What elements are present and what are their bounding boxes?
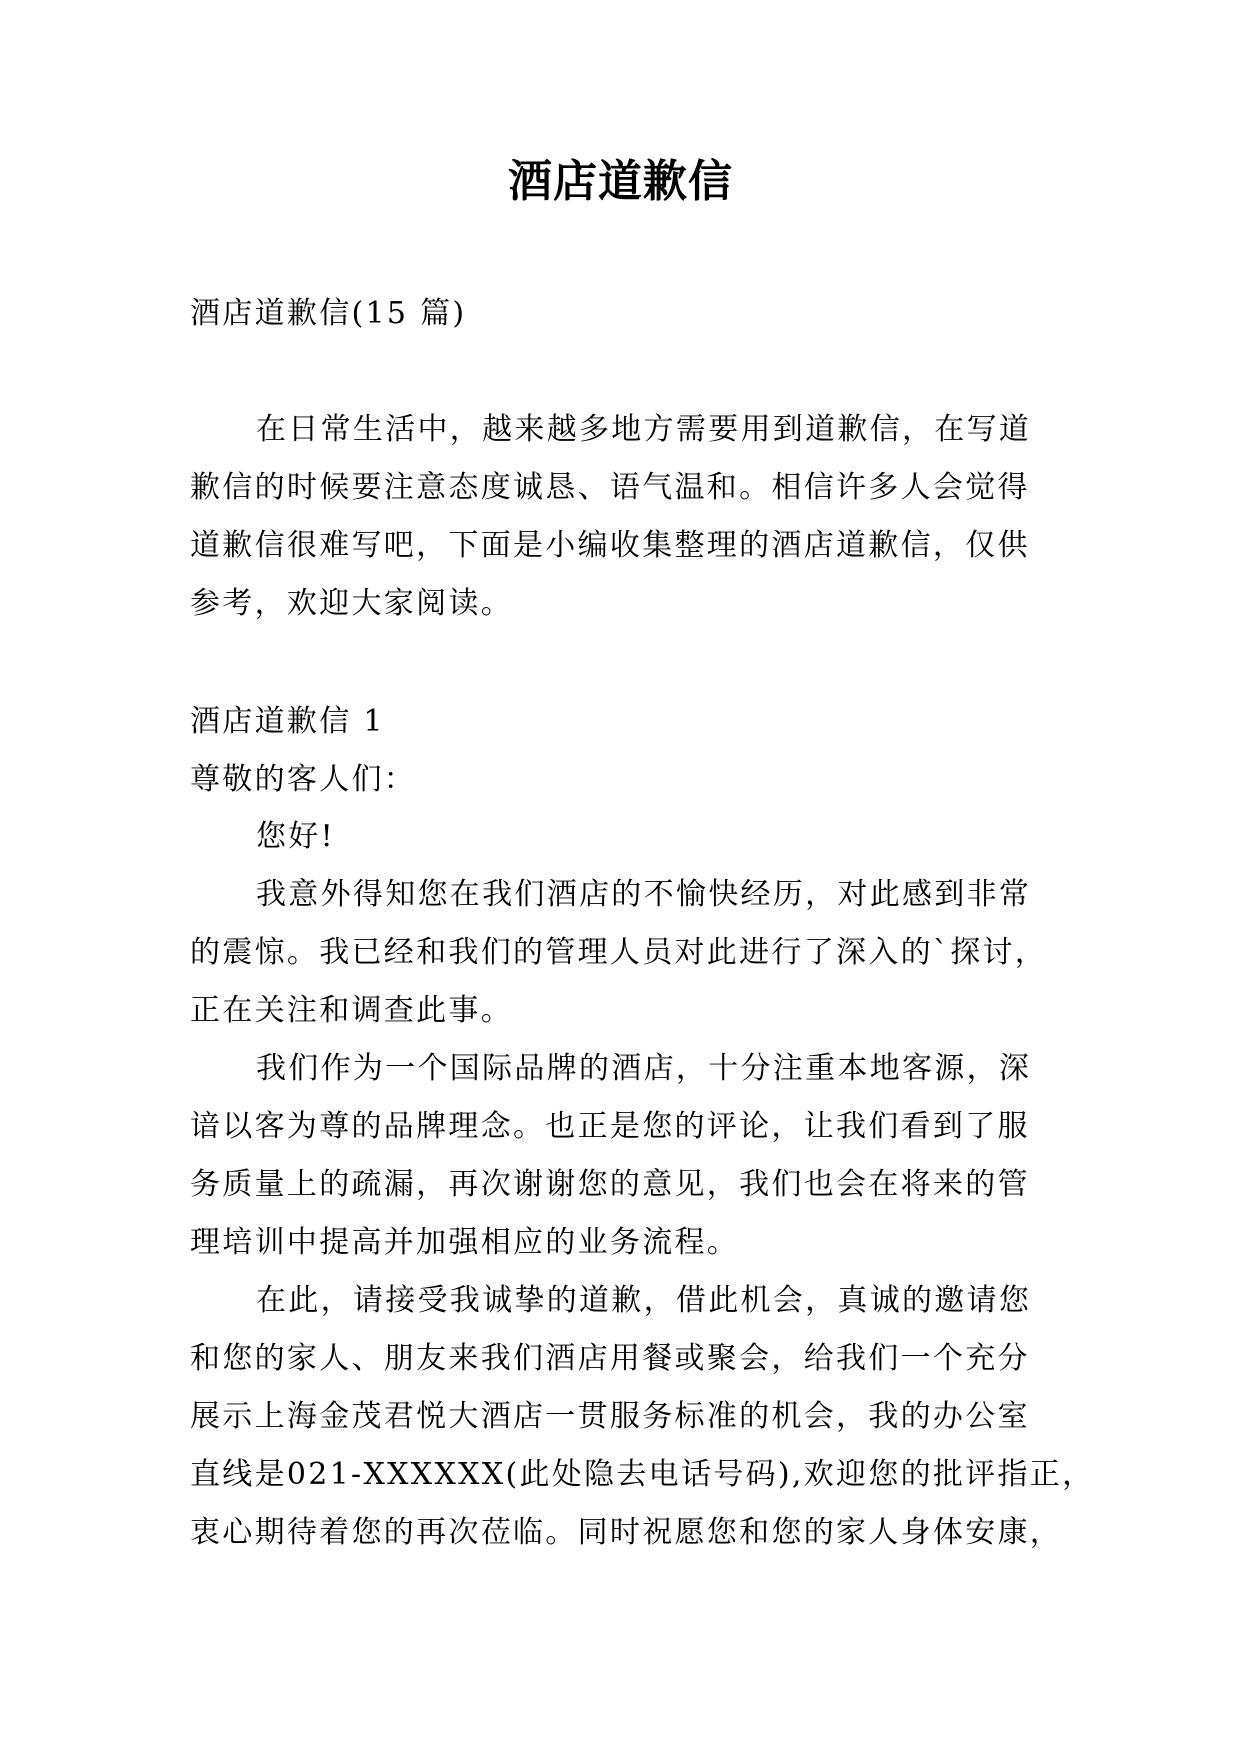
para3-line-5: 衷心期待着您的再次莅临。同时祝愿您和您的家人身体安康， [190,1515,1063,1550]
para3-line-1: 在此，请接受我诚挚的道歉，借此机会，真诚的邀请您 [256,1283,1032,1318]
letter-greeting: 您好! [256,819,335,854]
para2-line-2: 谙以客为尊的品牌理念。也正是您的评论，让我们看到了服 [190,1109,1030,1144]
para3-line-3: 展示上海金茂君悦大酒店一贯服务标准的机会，我的办公室 [190,1399,1030,1434]
intro-line-1: 在日常生活中，越来越多地方需要用到道歉信，在写道 [256,412,1032,447]
para1-line-3: 正在关注和调查此事。 [190,993,513,1028]
document-subtitle: 酒店道歉信(15 篇) [190,296,467,331]
para1-line-1: 我意外得知您在我们酒店的不愉快经历，对此感到非常 [256,877,1032,912]
intro-line-2: 歉信的时候要注意态度诚恳、语气温和。相信许多人会觉得 [190,470,1030,505]
para3-line-4: 直线是021-XXXXXX(此处隐去电话号码),欢迎您的批评指正， [190,1457,1095,1492]
intro-line-4: 参考，欢迎大家阅读。 [190,586,513,621]
document-title: 酒店道歉信 [508,156,733,207]
para3-line-2: 和您的家人、朋友来我们酒店用餐或聚会，给我们一个充分 [190,1341,1030,1376]
intro-line-3: 道歉信很难写吧，下面是小编收集整理的酒店道歉信，仅供 [190,528,1030,563]
para1-line-2: 的震惊。我已经和我们的管理人员对此进行了深入的`探讨， [190,935,1048,970]
para2-line-1: 我们作为一个国际品牌的酒店，十分注重本地客源，深 [256,1051,1032,1086]
para2-line-4: 理培训中提高并加强相应的业务流程。 [190,1225,740,1260]
para2-line-3: 务质量上的疏漏，再次谢谢您的意见，我们也会在将来的管 [190,1167,1030,1202]
letter-heading: 酒店道歉信 1 [190,704,385,739]
letter-salutation: 尊敬的客人们： [190,762,417,797]
